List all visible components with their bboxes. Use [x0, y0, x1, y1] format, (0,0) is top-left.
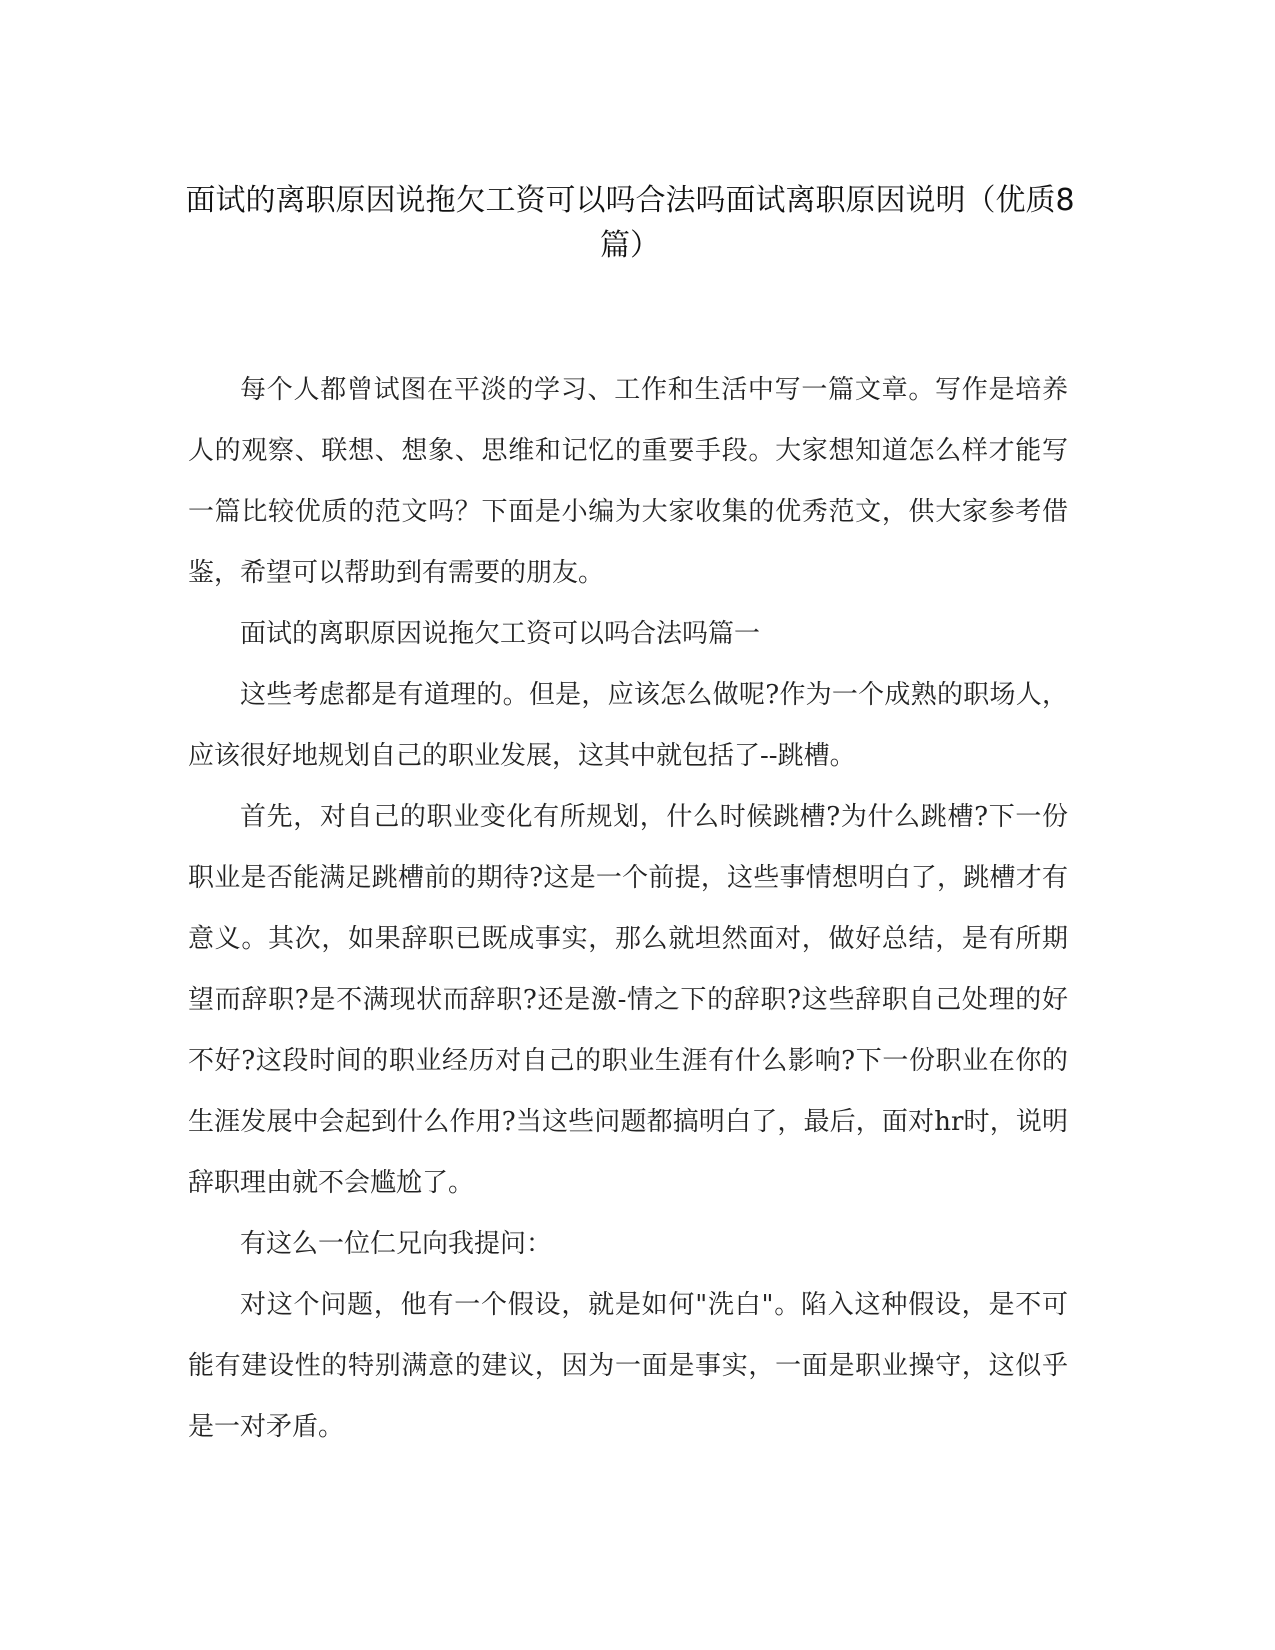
body-paragraph: 这些考虑都是有道理的。但是，应该怎么做呢?作为一个成熟的职场人，应该很好地规划自己的职业发展，这其中就包括了--跳槽。 — [188, 680, 1068, 771]
body-paragraph: 有这么一位仁兄向我提问： — [240, 1229, 553, 1259]
document-title: 面试的离职原因说拖欠工资可以吗合法吗面试离职原因说明（优质8篇） — [185, 183, 1075, 263]
section-heading-1: 面试的离职原因说拖欠工资可以吗合法吗篇一 — [240, 619, 761, 649]
body-paragraph: 对这个问题，他有一个假设，就是如何"洗白"。陷入这种假设，是不可能有建设性的特别满意的建议，因为一面是事实，一面是职业操守，这似乎是一对矛盾。 — [188, 1290, 1068, 1442]
body-paragraph: 首先，对自己的职业变化有所规划，什么时候跳槽?为什么跳槽?下一份职业是否能满足跳槽前的期待?这是一个前提，这些事情想明白了，跳槽才有意义。其次，如果辞职已既成事实，那么就坦然面对，做好总结，是有所期望而辞职?是不满现状而辞职?还是激-情之下的辞职?这些辞职自己处理的好不好?这段时间的职业经历对自己的职业生涯有什么影响?下一份职业在你的生涯发展中会起到什么作用?当这些问题都搞明白了，最后，面对hr时，说明辞职理由就不会尴尬了。 — [188, 802, 1068, 1198]
document-body — [188, 360, 1068, 1458]
intro-paragraph: 每个人都曾试图在平淡的学习、工作和生活中写一篇文章。写作是培养人的观察、联想、想象、思维和记忆的重要手段。大家想知道怎么样才能写一篇比较优质的范文吗？下面是小编为大家收集的优秀范文，供大家参考借鉴，希望可以帮助到有需要的朋友。 — [188, 375, 1068, 588]
